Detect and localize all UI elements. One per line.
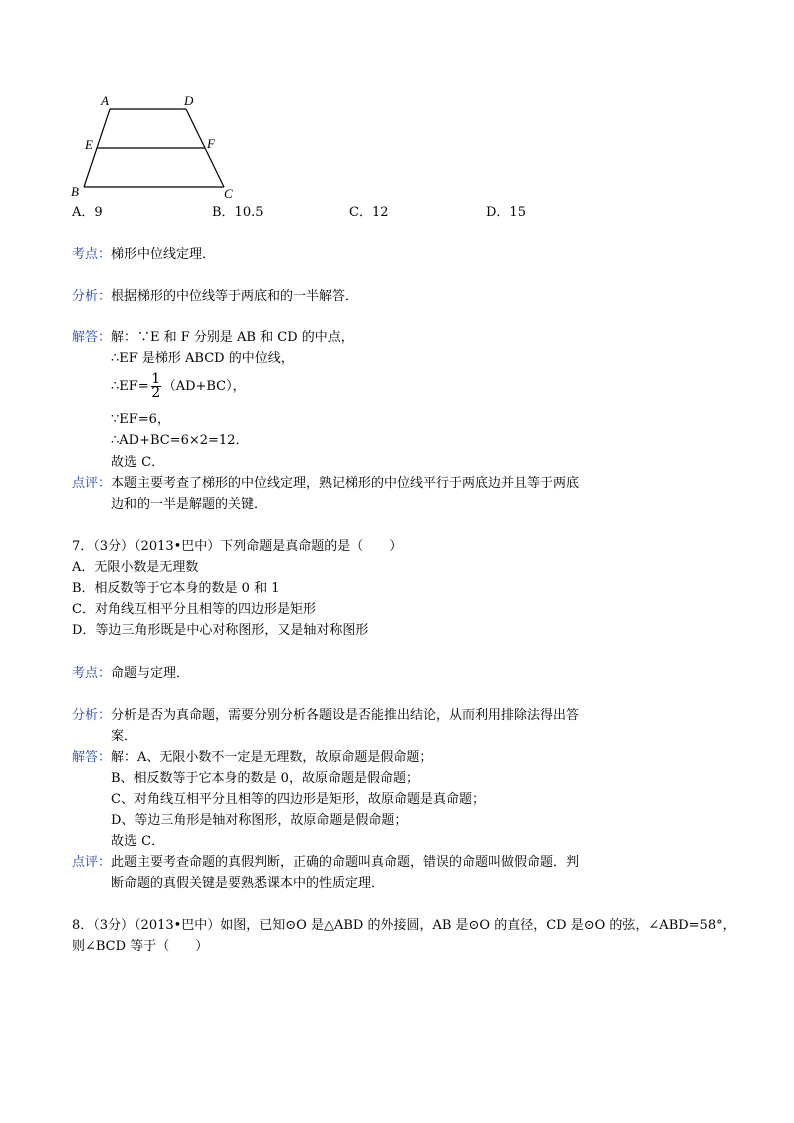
q6-option-c: C．12 xyxy=(349,205,389,220)
q6-kaodian-label: 考点： xyxy=(72,247,112,262)
q7-kaodian-label: 考点： xyxy=(72,666,112,681)
q7-fenxi-line-1: 分析是否为真命题，需要分别分析各题设是否能推出结论，从而利用排除法得出答 xyxy=(111,708,580,723)
q7-dianping-label: 点评： xyxy=(72,855,112,870)
q7-stem: 7．（3分）（2013•巴中）下列命题是真命题的是（ ） xyxy=(72,539,403,554)
q6-dianping-label: 点评： xyxy=(72,476,112,491)
q7-fenxi-label: 分析： xyxy=(72,708,112,723)
fraction-denominator: 2 xyxy=(151,385,161,401)
q7-option-d: D．等边三角形既是中心对称图形，又是轴对称图形 xyxy=(72,623,369,638)
q7-option-a: A．无限小数是无理数 xyxy=(72,560,199,575)
label-d: D xyxy=(184,93,194,108)
q6-option-d: D．15 xyxy=(486,205,526,220)
label-a: A xyxy=(101,93,109,108)
q6-option-b: B．10.5 xyxy=(212,205,264,220)
q7-jieda-line-1: 解：A、无限小数不一定是无理数，故原命题是假命题； xyxy=(111,750,433,765)
q7-option-c: C．对角线互相平分且相等的四边形是矩形 xyxy=(72,602,316,617)
q6-jieda-line-4: ∵EF=6， xyxy=(111,412,170,427)
label-c: C xyxy=(224,186,233,201)
q7-fenxi-line-2: 案． xyxy=(111,729,138,744)
q6-jieda-line-2: ∴EF 是梯形 ABCD 的中位线， xyxy=(111,351,294,366)
q6-jieda-line-5: ∴AD+BC=6×2=12． xyxy=(111,433,249,448)
label-f: F xyxy=(207,136,215,151)
q6-jieda-label: 解答： xyxy=(72,330,112,345)
q7-jieda-line-2: B、相反数等于它本身的数是 0，故原命题是假命题； xyxy=(111,771,419,786)
q6-option-a: A．9 xyxy=(72,205,103,220)
q7-jieda-line-5: 故选 C． xyxy=(111,834,165,849)
q6-formula xyxy=(111,373,246,400)
fraction-numerator: 1 xyxy=(151,371,161,387)
q6-jieda-line-1: 解：∵E 和 F 分别是 AB 和 CD 的中点， xyxy=(111,330,354,345)
q6-dianping-line-2: 边和的一半是解题的关键． xyxy=(111,497,268,512)
fraction-one-half xyxy=(151,373,161,400)
q6-fenxi-label: 分析： xyxy=(72,289,112,304)
q6-jieda-line-6: 故选 C． xyxy=(111,455,165,470)
label-b: B xyxy=(71,184,79,199)
q7-jieda-line-4: D、等边三角形是轴对称图形，故原命题是假命题； xyxy=(111,813,408,828)
q6-formula-prefix: ∴EF= xyxy=(111,379,149,394)
q7-kaodian-text: 命题与定理． xyxy=(111,666,190,681)
q6-kaodian-text: 梯形中位线定理． xyxy=(111,247,216,262)
q7-option-b: B．相反数等于它本身的数是 0 和 1 xyxy=(72,581,280,596)
q7-dianping-line-2: 断命题的真假关键是要熟悉课本中的性质定理． xyxy=(111,876,385,891)
q8-stem-line-2: 则∠BCD 等于（ ） xyxy=(72,939,209,954)
q8-stem-line-1: 8．（3分）（2013•巴中）如图，已知⊙O 是△ABD 的外接圆，AB 是⊙O 的直径，CD 是⊙O 的弦，∠ABD=58°， xyxy=(72,918,736,933)
trapezoid-diagram xyxy=(60,92,250,204)
q6-fenxi-text: 根据梯形的中位线等于两底和的一半解答． xyxy=(111,289,359,304)
q6-formula-suffix: （AD+BC）， xyxy=(162,379,246,394)
q7-jieda-label: 解答： xyxy=(72,750,112,765)
q6-dianping-line-1: 本题主要考查了梯形的中位线定理，熟记梯形的中位线平行于两底边并且等于两底 xyxy=(111,476,580,491)
q7-dianping-line-1: 此题主要考查命题的真假判断，正确的命题叫真命题，错误的命题叫做假命题．判 xyxy=(111,855,580,870)
q7-jieda-line-3: C、对角线互相平分且相等的四边形是矩形，故原命题是真命题； xyxy=(111,792,485,807)
label-e: E xyxy=(85,137,93,152)
